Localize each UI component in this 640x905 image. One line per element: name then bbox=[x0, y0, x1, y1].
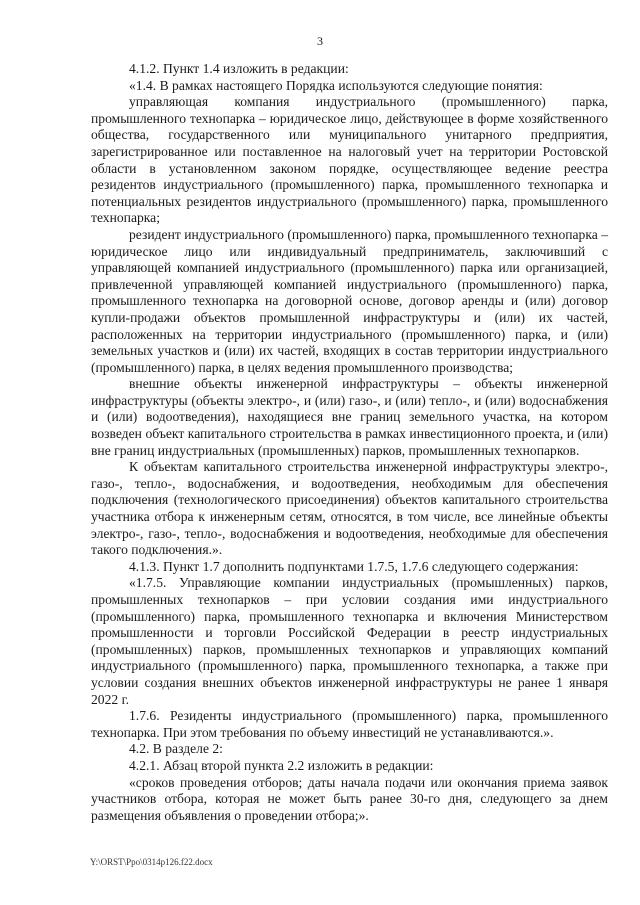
paragraph-1-7-5: «1.7.5. Управляющие компании индустриальных (промышленных) парков, промышленных технопарков – при условии создания ими индустриального (промышленного) парка, промышленного технопарка и включения Министерством промышленности и торговли Российской Федерации в реестр индустриальных (промышленных) парков, промышленных технопарков и управляющих компаний индустриального (промышленного) парка, промышленного технопарка, а также при условии создания внешних объектов инженерной инфраструктуры не ранее 1 января 2022 г. bbox=[91, 575, 608, 707]
document-body bbox=[91, 61, 608, 824]
paragraph-definition-resident: резидент индустриального (промышленного) парка, промышленного технопарка – юридическое лицо или индивидуальный предприниматель, заключивший с управляющей компанией индустриального (промышленного) парка или организацией, привлеченной управляющей компанией индустриального (промышленного) парка, промышленного технопарка на договорной основе, договор аренды и (или) договор купли-продажи объектов промышленной инфраструктуры и (или) их частей, расположенных на территории индустриального (промышленного) парка, и (или) земельных участков и (или) их частей, входящих в состав территории индустриального (промышленного) парка, в целях ведения промышленного производства; bbox=[91, 226, 608, 375]
paragraph-1-7-6: 1.7.6. Резиденты индустриального (промышленного) парка, промышленного технопарка. При этом требования по объему инвестиций не устанавливаются.». bbox=[91, 708, 608, 740]
file-path-footer: Y:\ORST\Ppo\0314p126.f22.docx bbox=[90, 857, 213, 867]
paragraph-definition-management-company: управляющая компания индустриального (промышленного) парка, промышленного технопарка – юридическое лицо, действующее в форме хозяйственного общества, государственного или муниципального унитарного предприятия, зарегистрированное или поставленное на налоговый учет на территории Ростовской области в установленном законом порядке, осуществляющее ведение реестра резидентов индустриального (промышленного) парка, промышленного технопарка и потенциальных резидентов индустриального (промышленного) парка, промышленного технопарка; bbox=[91, 94, 608, 226]
paragraph-4-2-1: 4.2.1. Абзац второй пункта 2.2 изложить в редакции: bbox=[129, 757, 434, 773]
paragraph-capital-construction: К объектам капитального строительства инженерной инфраструктуры электро-, газо-, тепло-, водоснабжения, и водоотведения, необходимым для обеспечения подключения (технологического присоединения) объектов капитального строительства участника отбора к инженерным сетям, относятся, в том числе, все линейные объекты электро-, газо-, тепло-, водоснабжения и водоотведения, необходимые для обеспечения такого подключения.». bbox=[91, 459, 608, 558]
paragraph-definition-external-infrastructure: внешние объекты инженерной инфраструктуры – объекты инженерной инфраструктуры (объекты электро-, и (или) газо-, и (или) тепло-, и (или) водоснабжения и (или) водоотведения), находящиеся вне границ земельного участка, на котором возведен объект капитального строительства в рамках инвестиционного проекта, и (или) вне границ индустриальных (промышленных) парков, промышленных технопарков. bbox=[91, 376, 608, 458]
page-number: 3 bbox=[317, 34, 323, 48]
paragraph-4-1-2: 4.1.2. Пункт 1.4 изложить в редакции: bbox=[129, 61, 349, 76]
paragraph-deadlines: «сроков проведения отборов; даты начала подачи или окончания приема заявок участников отбора, которая не может быть ранее 30-го дня, следующего за днем размещения объявления о проведении отбора;». bbox=[91, 774, 608, 823]
paragraph-1-4-intro: «1.4. В рамках настоящего Порядка используются следующие понятия: bbox=[129, 77, 543, 93]
paragraph-4-1-3: 4.1.3. Пункт 1.7 дополнить подпунктами 1.7.5, 1.7.6 следующего содержания: bbox=[129, 558, 579, 574]
paragraph-4-2: 4.2. В разделе 2: bbox=[129, 741, 223, 757]
